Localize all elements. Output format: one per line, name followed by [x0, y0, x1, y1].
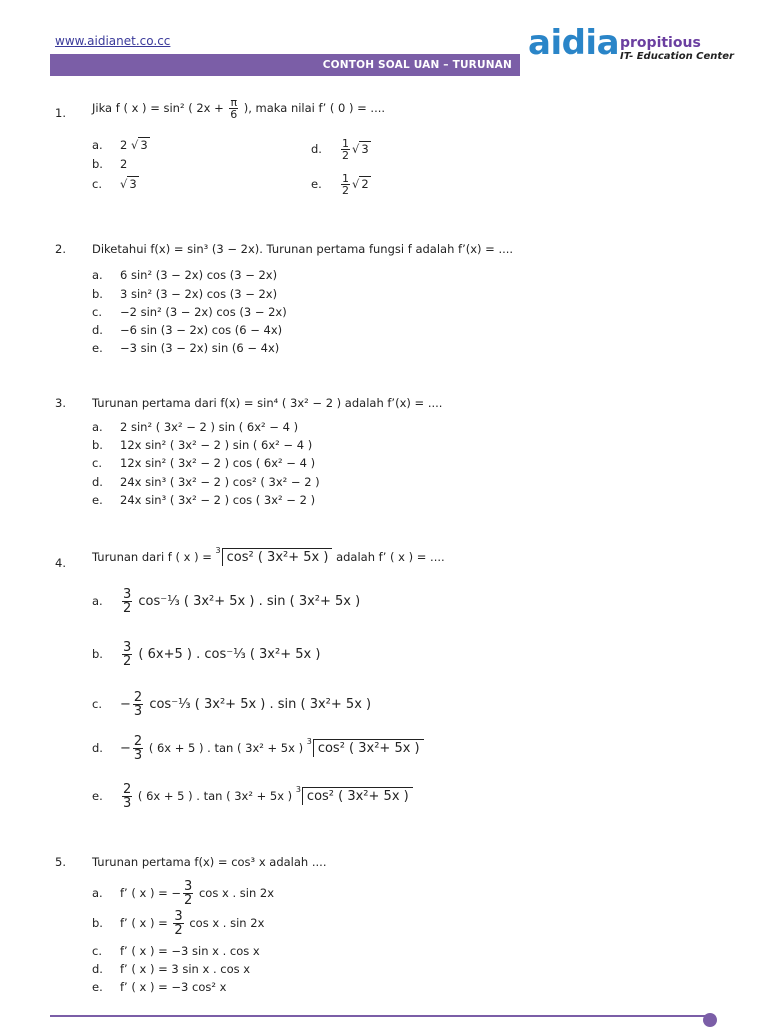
option-label: c. — [92, 305, 102, 319]
root-index: 3 — [215, 546, 221, 555]
option-text: f’ ( x ) = − — [120, 886, 182, 900]
option-label: a. — [92, 594, 103, 608]
option-e — [92, 783, 413, 810]
option-c — [92, 305, 287, 319]
option-a — [92, 588, 360, 615]
footer-divider — [50, 1015, 710, 1017]
question-number: 3. — [55, 396, 66, 410]
option-label: a. — [92, 886, 103, 900]
option-d — [92, 475, 320, 489]
option-d — [92, 735, 424, 762]
root-body: cos² ( 3x²+ 5x ) — [313, 739, 424, 757]
option-text: 24x sin³ ( 3x² − 2 ) cos ( 3x² − 2 ) — [120, 493, 316, 507]
fraction-denominator: 2 — [184, 893, 193, 908]
option-text: ( 6x+5 ) . cos⁻⅓ ( 3x²+ 5x ) — [134, 647, 321, 662]
option-label: d. — [92, 741, 103, 755]
option-text: −3 sin (3 − 2x) sin (6 − 4x) — [120, 341, 280, 355]
option-a — [92, 880, 274, 907]
option-a: a. 2 √ 3 — [92, 138, 148, 152]
fraction-numerator: 1 — [342, 172, 349, 185]
minus-sign: − — [120, 697, 131, 712]
fraction-denominator: 2 — [123, 601, 132, 616]
fraction-denominator: 3 — [133, 704, 143, 719]
fraction — [341, 138, 350, 161]
fraction — [229, 97, 238, 120]
fraction-denominator: 2 — [174, 923, 183, 938]
option-text: f’ ( x ) = −3 sin x . cos x — [120, 944, 260, 958]
option-b — [92, 641, 320, 668]
option-b — [92, 910, 264, 937]
option-d: d. $\frac{1}{2}$ √ 3 — [311, 137, 369, 162]
fraction-numerator: 2 — [123, 782, 132, 797]
option-label: e. — [92, 789, 103, 803]
cube-root — [306, 737, 424, 756]
option-label: b. — [92, 916, 103, 930]
option-text: ( 6x + 5 ) . tan ( 3x² + 5x ) — [145, 741, 307, 755]
option-label: e. — [92, 980, 103, 994]
question-text-part: ), maka nilai f’ ( 0 ) = .... — [240, 101, 386, 115]
option-label: a. — [92, 420, 103, 434]
option-text: 2 — [120, 157, 128, 171]
logo-tagline-education: IT- Education Center — [620, 51, 734, 62]
question-text — [92, 546, 445, 565]
option-text: ( 6x + 5 ) . tan ( 3x² + 5x ) — [134, 789, 296, 803]
option-label: c. — [92, 456, 102, 470]
fraction-numerator: 1 — [342, 137, 349, 150]
option-text: 3 sin² (3 − 2x) cos (3 − 2x) — [120, 287, 278, 301]
option-b — [92, 438, 312, 452]
option-text: 24x sin³ ( 3x² − 2 ) cos² ( 3x² − 2 ) — [120, 475, 320, 489]
option-label: d. — [92, 475, 103, 489]
option-label: e. — [92, 341, 103, 355]
option-text: f’ ( x ) = −3 cos² x — [120, 980, 227, 994]
option-text: 12x sin² ( 3x² − 2 ) cos ( 6x² − 4 ) — [120, 456, 316, 470]
fraction — [173, 910, 183, 937]
question-text: Turunan pertama dari f(x) = sin⁴ ( 3x² − 2 ) adalah f’(x) = .... — [92, 396, 443, 410]
document-title: CONTOH SOAL UAN – TURUNAN — [322, 59, 512, 71]
option-text: 6 sin² (3 − 2x) cos (3 − 2x) — [120, 268, 278, 282]
option-label: b. — [92, 287, 103, 301]
option-e — [92, 493, 315, 507]
site-url-link[interactable]: www.aidianet.co.cc — [55, 34, 171, 48]
option-text: 12x sin² ( 3x² − 2 ) sin ( 6x² − 4 ) — [120, 438, 313, 452]
root-body: cos² ( 3x²+ 5x ) — [302, 787, 413, 805]
option-e — [92, 341, 279, 355]
option-text: cos x . sin 2x — [195, 886, 275, 900]
fraction-numerator: 3 — [184, 879, 193, 894]
question-text-part: Jika f ( x ) = sin² ( 2x + — [92, 101, 228, 115]
fraction-numerator: π — [230, 96, 238, 109]
fraction-numerator: 2 — [133, 734, 143, 749]
option-a — [92, 268, 277, 282]
logo-tagline-propitious: propitious — [620, 35, 701, 51]
question-text — [92, 97, 385, 120]
option-label: d. — [92, 323, 103, 337]
sqrt-radicand: 3 — [140, 138, 148, 152]
question-number: 5. — [55, 855, 66, 869]
option-b — [92, 287, 277, 301]
option-c: c. √ 3 — [92, 177, 137, 191]
option-text: −6 sin (3 − 2x) cos (6 − 4x) — [120, 323, 283, 337]
fraction — [183, 880, 193, 907]
sqrt-radicand: 2 — [361, 177, 369, 191]
option-text: f’ ( x ) = — [120, 916, 172, 930]
fraction-denominator: 3 — [123, 796, 132, 811]
fraction — [122, 783, 132, 810]
option-d — [92, 962, 250, 976]
option-label: b. — [92, 438, 103, 452]
sqrt-radicand: 3 — [361, 142, 369, 156]
question-text: Diketahui f(x) = sin³ (3 − 2x). Turunan pertama fungsi f adalah f’(x) = .... — [92, 242, 514, 256]
minus-sign: − — [120, 741, 131, 756]
option-label: b. — [92, 157, 103, 171]
option-c — [92, 944, 260, 958]
root-index: 3 — [306, 737, 312, 746]
option-label: c. — [92, 177, 102, 191]
sqrt-radicand: 3 — [129, 177, 137, 191]
aidia-logo: aidia — [528, 23, 620, 63]
option-label: b. — [92, 647, 103, 661]
option-c — [92, 691, 371, 718]
question-text-part: Turunan dari f ( x ) = — [92, 550, 216, 564]
root-index: 3 — [295, 785, 301, 794]
question-number: 1. — [55, 106, 66, 120]
option-label: c. — [92, 944, 102, 958]
root-body: cos² ( 3x²+ 5x ) — [222, 548, 333, 566]
fraction — [133, 691, 143, 718]
option-d — [92, 323, 282, 337]
question-number: 2. — [55, 242, 66, 256]
option-label: e. — [311, 177, 322, 191]
fraction-denominator: 6 — [230, 108, 238, 121]
fraction — [341, 173, 350, 196]
fraction-numerator: 3 — [123, 587, 132, 602]
cube-root — [295, 785, 413, 804]
option-label: d. — [92, 962, 103, 976]
fraction — [133, 735, 143, 762]
option-a — [92, 420, 298, 434]
option-text: −2 sin² (3 − 2x) cos (3 − 2x) — [120, 305, 287, 319]
option-label: d. — [311, 142, 322, 156]
option-text: 2 sin² ( 3x² − 2 ) sin ( 6x² − 4 ) — [120, 420, 299, 434]
option-label: a. — [92, 268, 103, 282]
fraction-denominator: 2 — [342, 184, 349, 197]
option-e: e. $\frac{1}{2}$ √ 2 — [311, 172, 369, 197]
fraction-numerator: 3 — [123, 640, 132, 655]
option-label: e. — [92, 493, 103, 507]
option-text: cos x . sin 2x — [185, 916, 265, 930]
fraction-denominator: 2 — [123, 654, 132, 669]
cube-root — [215, 546, 333, 565]
page-number-badge — [703, 1013, 717, 1027]
fraction-denominator: 3 — [133, 748, 143, 763]
option-label: a. — [92, 138, 103, 152]
option-text: 2 — [120, 138, 131, 152]
option-text: cos⁻⅓ ( 3x²+ 5x ) . sin ( 3x²+ 5x ) — [145, 697, 372, 712]
fraction-numerator: 3 — [174, 909, 183, 924]
option-text: f’ ( x ) = 3 sin x . cos x — [120, 962, 251, 976]
question-number: 4. — [55, 556, 66, 570]
question-text-part: adalah f’ ( x ) = .... — [332, 550, 445, 564]
question-text: Turunan pertama f(x) = cos³ x adalah .... — [92, 855, 327, 869]
option-b — [92, 157, 127, 171]
fraction-denominator: 2 — [342, 149, 349, 162]
option-text: cos⁻⅓ ( 3x²+ 5x ) . sin ( 3x²+ 5x ) — [134, 594, 361, 609]
fraction — [122, 641, 132, 668]
fraction — [122, 588, 132, 615]
option-e — [92, 980, 226, 994]
fraction-numerator: 2 — [133, 690, 143, 705]
option-label: c. — [92, 697, 102, 711]
header-banner — [50, 54, 520, 76]
option-c — [92, 456, 315, 470]
